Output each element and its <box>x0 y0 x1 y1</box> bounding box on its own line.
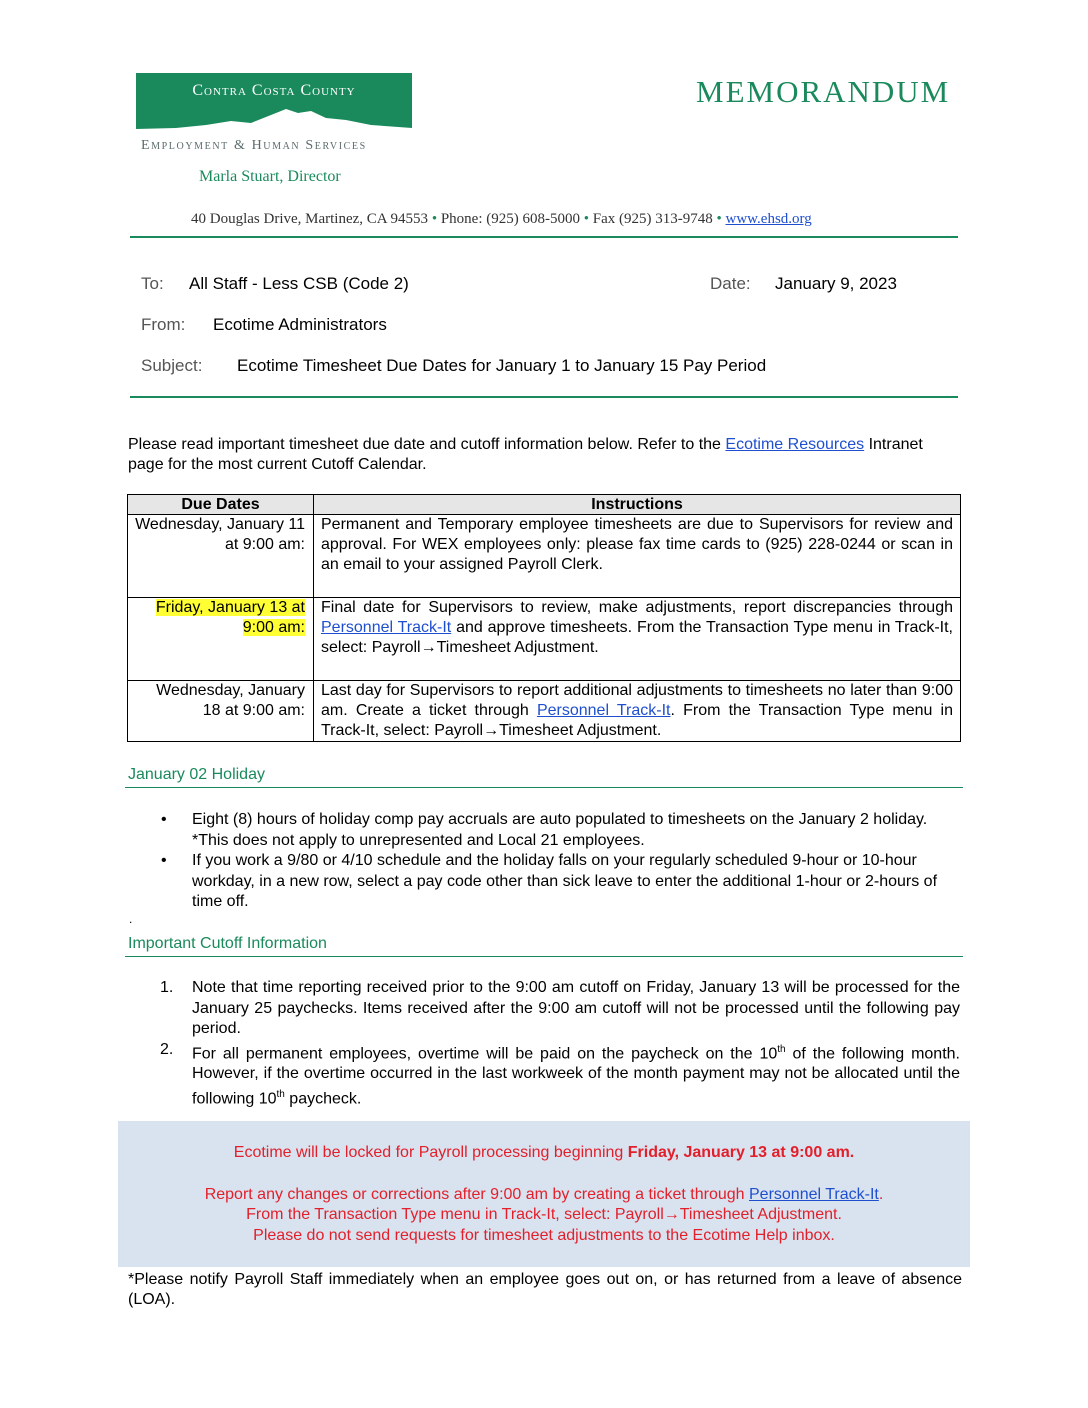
column-header-due-dates: Due Dates <box>128 495 314 515</box>
personnel-trackit-link[interactable]: Personnel Track-It <box>321 619 452 636</box>
notice-text: . <box>878 1185 884 1203</box>
instruction-text: Last day for Supervisors to report additional adjustments to timesheets no later than 9:00 am. Create a ticket through <box>321 682 953 719</box>
list-text: of the following month. However, if the overtime occurred in the last workweek of the month payment may not be allocated until the following 10 <box>192 1044 960 1108</box>
notice-line <box>118 1185 970 1206</box>
director-name: Marla Stuart, Director <box>199 168 341 185</box>
list-text: Note that time reporting received prior to the 9:00 am cutoff on Friday, January 13 will be processed for the January 25 paychecks. Items received after the 9:00 am cutoff will not be processed until the following pay period. <box>192 979 960 1037</box>
list-number: 1. <box>160 979 174 996</box>
bullet-separator: • <box>716 211 722 227</box>
cutoff-divider <box>125 956 963 957</box>
header-divider <box>130 236 958 238</box>
table-row <box>128 681 961 742</box>
list-text: For all permanent employees, overtime will be paid on the paycheck on the 10 <box>192 1044 778 1062</box>
cutoff-list <box>128 978 960 1110</box>
instruction-text: and approve timesheets. From the Transaction Type menu in Track-It, select: Payroll→Timesheet Adjustment. <box>321 619 954 656</box>
subject-label: Subject: <box>141 356 203 375</box>
stray-dot: . <box>129 912 133 926</box>
to-label: To: <box>141 274 164 293</box>
instruction-text: Final date for Supervisors to review, make adjustments, report discrepancies through <box>321 599 953 616</box>
list-item <box>128 1040 960 1110</box>
address-line <box>191 211 812 228</box>
list-item <box>128 978 960 1040</box>
footer-note: *Please notify Payroll Staff immediately when an employee goes out on, or has returned from a leave of absence (LOA). <box>128 1271 962 1308</box>
due-dates-table <box>127 494 961 742</box>
notice-line <box>118 1143 970 1164</box>
table-row <box>128 515 961 598</box>
instruction-cell <box>314 681 961 742</box>
table-row <box>128 598 961 681</box>
lock-notice-box <box>118 1121 970 1267</box>
due-date-cell: Wednesday, January 11 at 9:00 am: <box>128 515 314 598</box>
holiday-heading: January 02 Holiday <box>128 766 265 783</box>
logo-subtitle: Employment & Human Services <box>141 138 367 153</box>
date-value: January 9, 2023 <box>775 274 897 293</box>
subject-value: Ecotime Timesheet Due Dates for January 1 to January 15 Pay Period <box>237 356 767 375</box>
fax-number: Fax (925) 313-9748 <box>592 211 713 227</box>
notice-text: Ecotime will be locked for Payroll processing beginning <box>233 1144 628 1161</box>
list-item: • If you work a 9/80 or 4/10 schedule and the holiday falls on your regularly scheduled 9-hour or 10-hour workday, in a new row, select a pay code other than sick leave to enter the additional 1-hour or 2-hours of time off. <box>146 851 948 913</box>
table-header-row <box>128 495 961 515</box>
logo-title: Contra Costa County <box>192 82 356 99</box>
holiday-list <box>146 810 948 913</box>
notice-line: Please do not send requests for timesheet adjustments to the Ecotime Help inbox. <box>253 1226 835 1244</box>
due-date-cell: Wednesday, January 18 at 9:00 am: <box>128 681 314 742</box>
memo-title: MEMORANDUM <box>696 74 951 109</box>
list-text: paycheck. <box>284 1090 362 1108</box>
notice-line: From the Transaction Type menu in Track-It, select: Payroll→Timesheet Adjustment. <box>246 1206 842 1223</box>
memo-divider <box>130 396 958 398</box>
mountain-icon <box>136 103 412 131</box>
intro-paragraph <box>128 435 962 475</box>
date-label: Date: <box>710 274 751 293</box>
personnel-trackit-link[interactable]: Personnel Track-It <box>749 1185 879 1203</box>
from-value: Ecotime Administrators <box>213 315 387 334</box>
phone-number: Phone: (925) 608-5000 <box>440 211 580 227</box>
personnel-trackit-link[interactable]: Personnel Track-It <box>536 702 671 719</box>
notice-bold-date: Friday, January 13 at 9:00 am. <box>627 1144 855 1161</box>
cutoff-heading: Important Cutoff Information <box>128 935 327 952</box>
instruction-cell <box>314 598 961 681</box>
superscript: th <box>777 1043 786 1055</box>
agency-logo <box>136 73 412 131</box>
intro-text-after: Intranet page for the most current Cutoff Calendar. <box>128 436 923 473</box>
due-date-cell <box>128 598 314 681</box>
instruction-cell: Permanent and Temporary employee timesheets are due to Supervisors for review and approval. For WEX employees only: please fax time cards to (925) 228-0244 or scan in an email to your assigned Payroll Clerk. <box>314 515 961 598</box>
highlighted-due-date: Friday, January 13 at 9:00 am: <box>155 599 305 636</box>
website-link[interactable]: www.ehsd.org <box>725 211 812 227</box>
superscript: th <box>276 1088 285 1100</box>
list-item: • Eight (8) hours of holiday comp pay accruals are auto populated to timesheets on the January 2 holiday. *This does not apply to unrepresented and Local 21 employees. <box>146 810 948 851</box>
list-number: 2. <box>160 1040 174 1058</box>
instruction-text: . From the Transaction Type menu in Track-It, select: Payroll→Timesheet Adjustment. <box>321 702 954 739</box>
from-label: From: <box>141 315 186 334</box>
column-header-instructions: Instructions <box>314 495 961 515</box>
ecotime-resources-link[interactable]: Ecotime Resources <box>725 436 865 453</box>
bullet-separator: • <box>583 211 589 227</box>
holiday-divider <box>125 787 963 788</box>
intro-text: Please read important timesheet due date and cutoff information below. Refer to the <box>128 436 726 453</box>
to-value: All Staff - Less CSB (Code 2) <box>189 274 409 293</box>
bullet-separator: • <box>431 211 438 227</box>
notice-text: Report any changes or corrections after 9:00 am by creating a ticket through <box>204 1185 749 1203</box>
street-address: 40 Douglas Drive, Martinez, CA 94553 <box>191 211 429 227</box>
